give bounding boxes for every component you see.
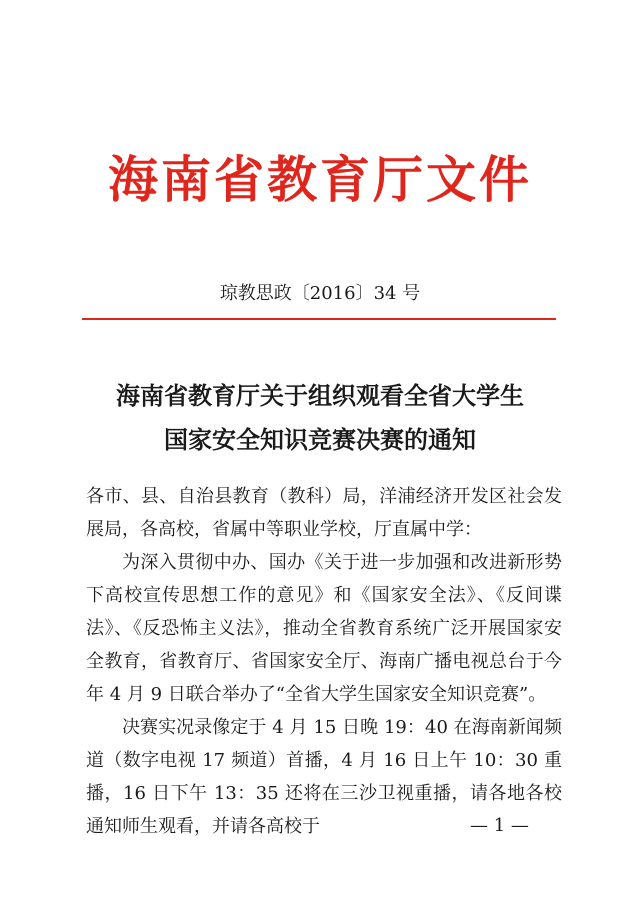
body-paragraph-1: 为深入贯彻中办、国办《关于进一步加强和改进新形势下高校宣传思想工作的意见》和《国家安全法》、《反间谍法》、《反恐怖主义法》，推动全省教育系统广泛开展国家安全教育，省教育厅、省国家安全厅、海南广播电视总台于今年 4 月 9 日联合举办了“全省大学生国家安全知识竞赛”。	[86, 552, 562, 705]
page-number: — 1 —	[470, 815, 529, 836]
notice-title	[0, 374, 640, 462]
document-masthead: 海南省教育厅文件	[108, 150, 532, 209]
notice-title-line2: 国家安全知识竞赛决赛的通知	[164, 425, 476, 454]
notice-title-line1: 海南省教育厅关于组织观看全省大学生	[116, 381, 524, 410]
red-divider-line	[82, 318, 556, 320]
document-number: 琼教思政〔2016〕34 号	[219, 283, 421, 304]
body-paragraph-2: 决赛实况录像定于 4 月 15 日晚 19：40 在海南新闻频道（数字电视 17 频道）首播，4 月 16 日上午 10：30 重播，16 日下午 13：35 还将在三沙卫视重播，请各地各校通知师生观看，并请各高校于	[86, 717, 562, 837]
notice-body	[86, 480, 562, 843]
addressee-paragraph: 各市、县、自治县教育（教科）局，洋浦经济开发区社会发展局，各高校，省属中等职业学校，厅直属中学：	[86, 486, 562, 540]
